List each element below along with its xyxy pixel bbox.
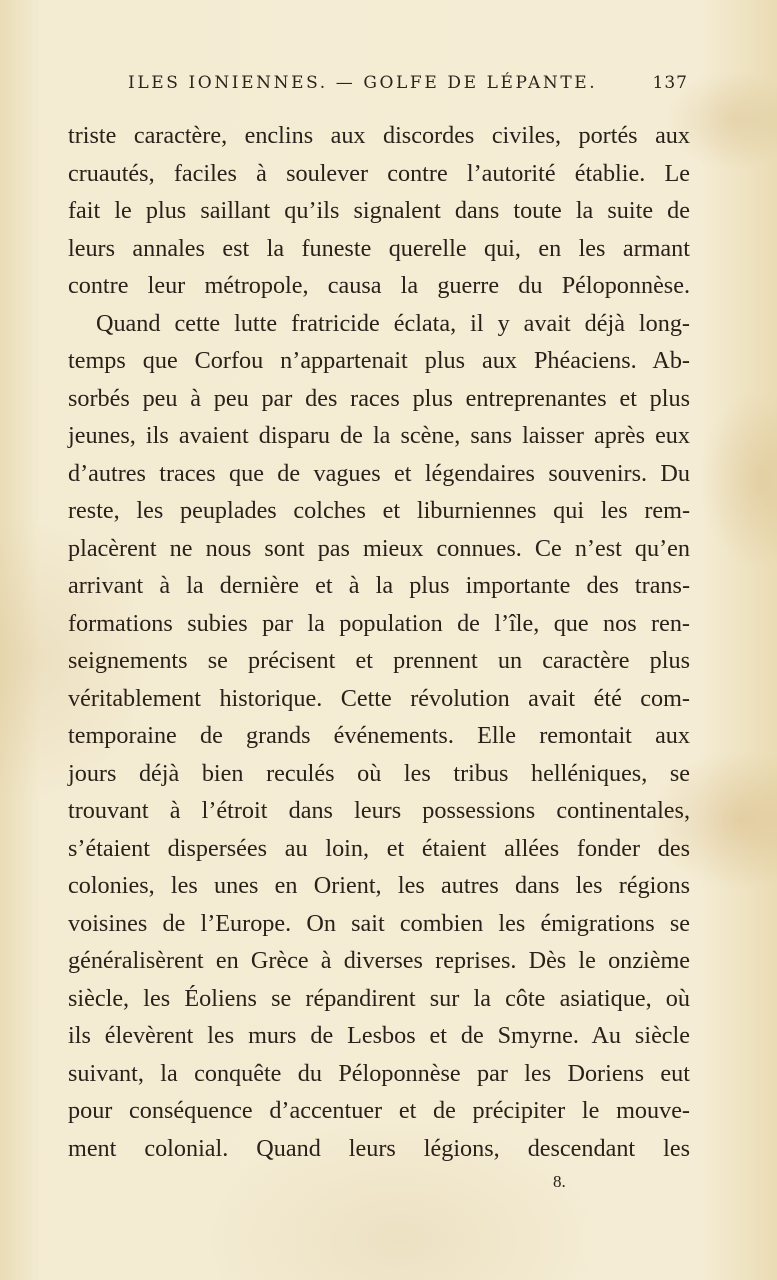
- text-line: généralisèrent en Grèce à diverses reprises. Dès le onzième: [68, 947, 690, 974]
- text-line: arrivant à la dernière et à la plus importante des trans-: [68, 572, 690, 599]
- text-line: s’étaient dispersées au loin, et étaient allées fonder des: [68, 834, 690, 862]
- signature-mark: 8.: [553, 1172, 566, 1191]
- text-line: sorbés peu à peu par des races plus entreprenantes et plus: [68, 384, 690, 412]
- text-line: véritablement historique. Cette révolution avait été com-: [68, 684, 690, 712]
- text-line: seignements se précisent et prennent un caractère plus: [68, 647, 690, 674]
- page-number: 137: [652, 73, 688, 93]
- text-line: pour conséquence d’accentuer et de précipiter le mouve-: [68, 1097, 690, 1124]
- text-line: jours déjà bien reculés où les tribus helléniques, se: [68, 759, 690, 787]
- text-line: triste caractère, enclins aux discordes civiles, portés aux: [68, 122, 690, 149]
- text-line: formations subies par la population de l’île, que nos ren-: [68, 609, 690, 637]
- text-line: fait le plus saillant qu’ils signalent dans toute la suite de: [68, 197, 690, 224]
- text-line: placèrent ne nous sont pas mieux connues. Ce n’est qu’en: [68, 534, 690, 562]
- text-line: cruautés, faciles à soulever contre l’autorité établie. Le: [68, 159, 690, 187]
- text-line: d’autres traces que de vagues et légendaires souvenirs. Du: [68, 459, 690, 487]
- text-line: temps que Corfou n’appartenait plus aux Phéaciens. Ab-: [68, 347, 690, 374]
- text-line: ils élevèrent les murs de Lesbos et de Smyrne. Au siècle: [68, 1022, 690, 1049]
- text-line: Quand cette lutte fratricide éclata, il y avait déjà long-: [96, 309, 690, 337]
- text-line: siècle, les Éoliens se répandirent sur la côte asiatique, où: [68, 984, 690, 1012]
- running-head: [128, 73, 688, 101]
- text-line: temporaine de grands événements. Elle remontait aux: [68, 722, 690, 749]
- text-line: colonies, les unes en Orient, les autres dans les régions: [68, 872, 690, 899]
- text-line: voisines de l’Europe. On sait combien les émigrations se: [68, 909, 690, 937]
- text-line: trouvant à l’étroit dans leurs possessions continentales,: [68, 797, 690, 824]
- running-head-title: ILES IONIENNES. — GOLFE DE LÉPANTE.: [128, 73, 598, 93]
- text-line: jeunes, ils avaient disparu de la scène, sans laisser après eux: [68, 422, 690, 449]
- body-text: [56, 117, 690, 1167]
- text-line: suivant, la conquête du Péloponnèse par les Doriens eut: [68, 1059, 690, 1087]
- text-line: leurs annales est la funeste querelle qui, en les armant: [68, 234, 690, 262]
- text-line: contre leur métropole, causa la guerre du Péloponnèse.: [68, 272, 690, 299]
- text-line: ment colonial. Quand leurs légions, descendant les: [68, 1134, 690, 1162]
- text-line: reste, les peuplades colches et liburniennes qui les rem-: [68, 497, 690, 524]
